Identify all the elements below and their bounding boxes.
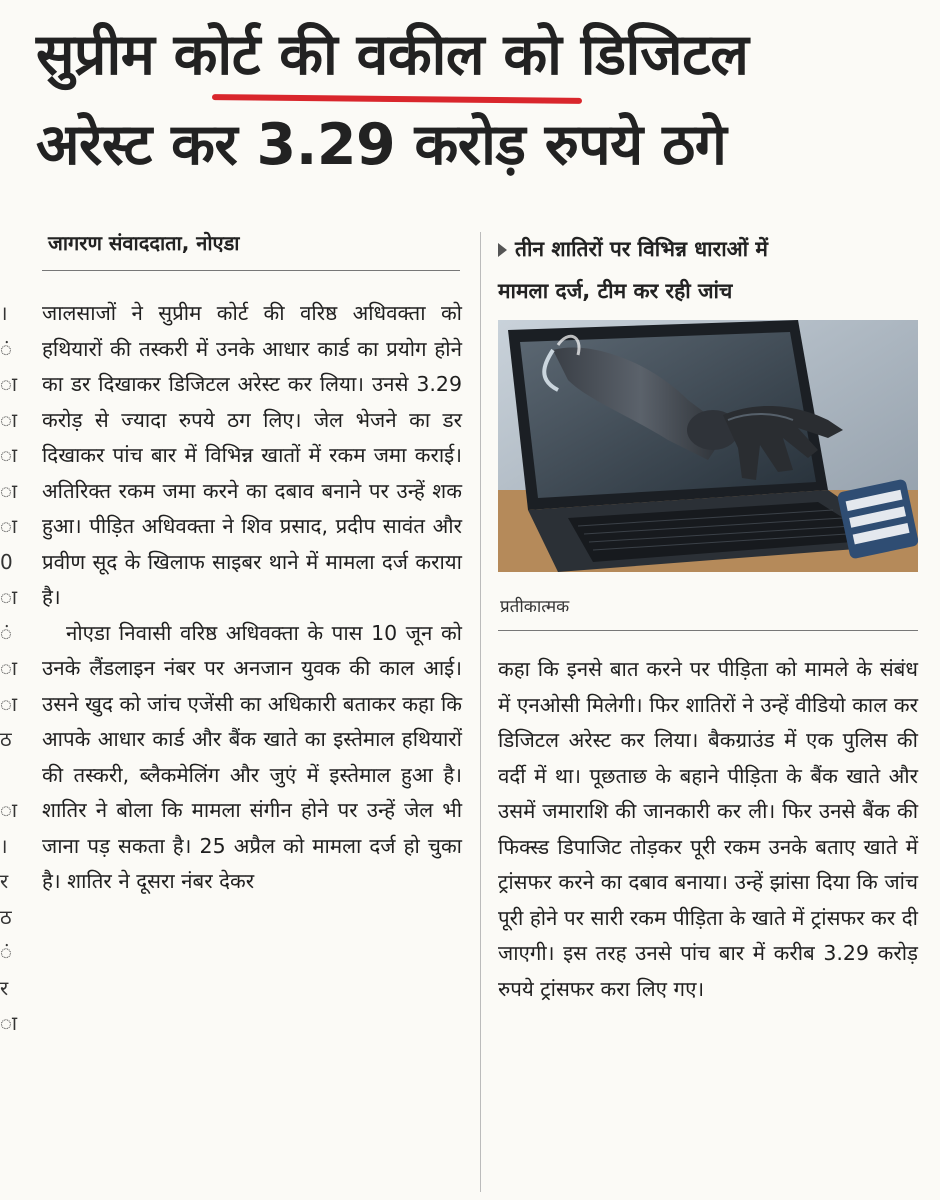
sidebar-headline-line-1: तीन शातिरों पर विभिन्न धाराओं में bbox=[515, 237, 768, 261]
edge-fragment: ा bbox=[0, 478, 18, 503]
adjacent-column-fragment bbox=[0, 296, 22, 1042]
sidebar-headline bbox=[498, 228, 918, 312]
headline-line-1: सुप्रीम कोर्ट की वकील को डिजिटल bbox=[36, 22, 749, 88]
triangle-bullet-icon bbox=[498, 243, 507, 257]
edge-fragment: ा bbox=[0, 798, 18, 822]
edge-fragment: ा bbox=[0, 514, 18, 538]
edge-fragment: ठ bbox=[0, 904, 12, 929]
illustration-photo bbox=[498, 320, 918, 572]
edge-fragment: ं bbox=[0, 620, 12, 645]
edge-fragment: ा bbox=[0, 372, 18, 396]
byline: जागरण संवाददाता, नोएडा bbox=[48, 231, 240, 255]
edge-fragment: ं bbox=[0, 940, 12, 964]
edge-fragment: ा bbox=[0, 691, 18, 716]
edge-fragment: ा bbox=[0, 407, 18, 432]
left-paragraph-2: नोएडा निवासी वरिष्ठ अधिवक्ता के पास 10 जून को उनके लैंडलाइन नंबर पर अनजान युवक की काल आई। उसने खुद को जांच एजेंसी का अधिकारी बताकर कहा कि आपके आधार कार्ड और बैंक खाते का इस्तेमाल हथियारों की तस्करी, ब्लैकमेलिंग और जुएं में इस्तेमाल हुआ है। शातिर ने बोला कि मामला संगीन होने पर उन्हें जेल भी जाना पड़ सकता है। 25 अप्रैल को मामला दर्ज हो चुका है। शातिर ने दूसरा नंबर देकर bbox=[42, 620, 462, 893]
photo-caption: प्रतीकात्मक bbox=[500, 597, 570, 617]
right-paragraph-1: कहा कि इनसे बात करने पर पीड़िता को मामले के संबंध में एनओसी मिलेगी। फिर शातिरों ने उन्हें वीडियो काल कर डिजिटल अरेस्ट कर लिया। बैकग्राउंड में एक पुलिस की वर्दी में था। पूछताछ के बहाने पीड़िता के बैंक खाते और उसमें जमाराशि की जानकारी कर ली। फिर उनसे बैंक की फिक्स्ड डिपाजिट तोड़कर पूरी रकम उनके बताए खाते में ट्रांसफर करने का दबाव बनाया। उन्हें झांसा दिया कि जांच पूरी होने पर सारी रकम पीड़िता के खाते में ट्रांसफर कर दी जाएगी। इस तरह उनसे पांच बार में करीब 3.29 करोड़ रुपये ट्रांसफर करा लिए गए। bbox=[498, 657, 918, 1001]
headline-line-2: अरेस्ट कर 3.29 करोड़ रुपये ठगे bbox=[36, 112, 727, 178]
byline-rule bbox=[42, 270, 460, 271]
edge-fragment: ा bbox=[0, 443, 18, 467]
column-divider bbox=[480, 232, 481, 1192]
edge-fragment: ा bbox=[0, 585, 18, 609]
gloved-hand-laptop-image bbox=[498, 320, 918, 572]
caption-rule bbox=[498, 630, 918, 631]
edge-fragment: । bbox=[0, 301, 8, 325]
right-column bbox=[498, 652, 918, 1007]
edge-fragment: । bbox=[0, 833, 8, 858]
sidebar-headline-line-2: मामला दर्ज, टीम कर रही जांच bbox=[498, 279, 733, 303]
left-column bbox=[42, 296, 462, 900]
edge-fragment: र bbox=[0, 869, 9, 893]
edge-fragment: ा bbox=[0, 1011, 18, 1035]
edge-fragment bbox=[0, 758, 22, 794]
edge-fragment: ा bbox=[0, 656, 18, 680]
edge-fragment: 0 bbox=[0, 549, 13, 574]
edge-fragment: ठ bbox=[0, 727, 12, 751]
edge-fragment: ं bbox=[0, 336, 12, 361]
edge-fragment: र bbox=[0, 975, 9, 1000]
left-paragraph-1: जालसाजों ने सुप्रीम कोर्ट की वरिष्ठ अधिवक्ता को हथियारों की तस्करी में उनके आधार कार्ड का प्रयोग होने का डर दिखाकर डिजिटल अरेस्ट कर लिया। उनसे 3.29 करोड़ से ज्यादा रुपये ठग लिए। जेल भेजने का डर दिखाकर पांच बार में विभिन्न खातों में रकम जमा कराई। अतिरिक्त रकम जमा करने का दबाव बनाने पर उन्हें शक हुआ। पीड़ित अधिवक्ता ने शिव प्रसाद, प्रदीप सावंत और प्रवीण सूद के खिलाफ साइबर थाने में मामला दर्ज कराया है। bbox=[42, 301, 462, 609]
